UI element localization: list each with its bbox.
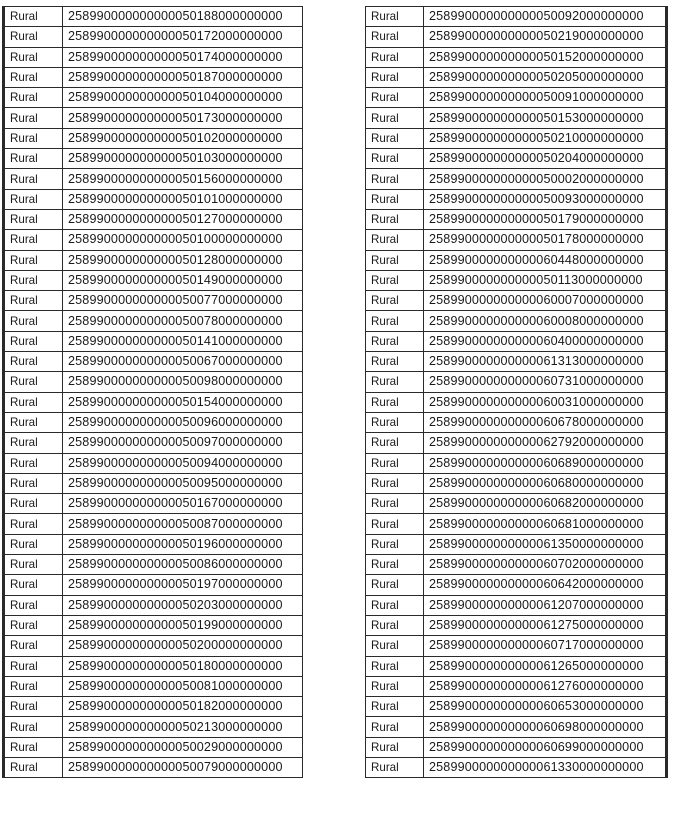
code-number-cell: 258990000000000060448000000000: [424, 250, 667, 270]
code-number-cell: 258990000000000060031000000000: [424, 392, 667, 412]
code-number-cell: 258990000000000061276000000000: [424, 676, 667, 696]
table-row: [4, 615, 303, 635]
code-number-cell: 258990000000000050086000000000: [63, 555, 303, 575]
table-row: [366, 717, 667, 737]
table-row: [366, 412, 667, 432]
table-row: [4, 311, 303, 331]
table-row: [366, 270, 667, 290]
table-row: [4, 7, 303, 27]
table-row: [4, 757, 303, 777]
code-number-cell: 258990000000000050187000000000: [63, 67, 303, 87]
code-number-cell: 258990000000000050100000000000: [63, 230, 303, 250]
table-row: [4, 108, 303, 128]
code-number-cell: 258990000000000050078000000000: [63, 311, 303, 331]
table-row: [4, 88, 303, 108]
table-row: [4, 169, 303, 189]
table-row: [366, 494, 667, 514]
code-number-cell: 258990000000000060698000000000: [424, 717, 667, 737]
table-row: [366, 372, 667, 392]
code-number-cell: 258990000000000050141000000000: [63, 331, 303, 351]
code-number-cell: 258990000000000050102000000000: [63, 128, 303, 148]
table-row: [366, 676, 667, 696]
area-type-cell: Rural: [4, 189, 63, 209]
area-type-cell: Rural: [366, 250, 424, 270]
table-row: [4, 636, 303, 656]
table-row: [4, 575, 303, 595]
area-type-cell: Rural: [366, 311, 424, 331]
table-row: [366, 392, 667, 412]
area-type-cell: Rural: [366, 636, 424, 656]
area-type-cell: Rural: [366, 88, 424, 108]
code-number-cell: 258990000000000050205000000000: [424, 67, 667, 87]
table-row: [366, 47, 667, 67]
table-row: [4, 595, 303, 615]
code-number-cell: 258990000000000060642000000000: [424, 575, 667, 595]
table-row: [366, 534, 667, 554]
code-number-cell: 258990000000000050098000000000: [63, 372, 303, 392]
area-type-cell: Rural: [4, 331, 63, 351]
code-number-cell: 258990000000000050196000000000: [63, 534, 303, 554]
table-row: [366, 250, 667, 270]
code-number-cell: 258990000000000061207000000000: [424, 595, 667, 615]
area-type-cell: Rural: [366, 697, 424, 717]
area-type-cell: Rural: [4, 27, 63, 47]
code-number-cell: 258990000000000050200000000000: [63, 636, 303, 656]
table-row: [366, 291, 667, 311]
table-row: [366, 331, 667, 351]
area-type-cell: Rural: [4, 433, 63, 453]
table-row: [4, 67, 303, 87]
code-number-cell: 258990000000000061313000000000: [424, 352, 667, 372]
code-number-cell: 258990000000000050153000000000: [424, 108, 667, 128]
code-number-cell: 258990000000000050101000000000: [63, 189, 303, 209]
table-row: [4, 149, 303, 169]
area-type-cell: Rural: [4, 352, 63, 372]
code-number-cell: 258990000000000060689000000000: [424, 453, 667, 473]
table-row: [4, 412, 303, 432]
table-row: [366, 67, 667, 87]
table-row: [366, 757, 667, 777]
area-type-cell: Rural: [4, 108, 63, 128]
table-row: [366, 615, 667, 635]
code-number-cell: 258990000000000050173000000000: [63, 108, 303, 128]
table-row: [366, 473, 667, 493]
area-type-cell: Rural: [4, 473, 63, 493]
table-row: [366, 88, 667, 108]
table-row: [4, 717, 303, 737]
table-row: [4, 250, 303, 270]
table-row: [366, 149, 667, 169]
code-number-cell: 258990000000000050104000000000: [63, 88, 303, 108]
code-number-cell: 258990000000000050091000000000: [424, 88, 667, 108]
area-type-cell: Rural: [366, 352, 424, 372]
table-row: [4, 189, 303, 209]
area-type-cell: Rural: [366, 189, 424, 209]
code-number-cell: 258990000000000062792000000000: [424, 433, 667, 453]
table-row: [366, 108, 667, 128]
code-number-cell: 258990000000000060681000000000: [424, 514, 667, 534]
code-number-cell: 258990000000000060717000000000: [424, 636, 667, 656]
area-type-cell: Rural: [366, 757, 424, 777]
code-number-cell: 258990000000000050127000000000: [63, 209, 303, 229]
table-row: [4, 209, 303, 229]
code-number-cell: 258990000000000060731000000000: [424, 372, 667, 392]
area-type-cell: Rural: [366, 392, 424, 412]
area-type-cell: Rural: [366, 412, 424, 432]
area-type-cell: Rural: [366, 291, 424, 311]
area-type-cell: Rural: [366, 676, 424, 696]
code-number-cell: 258990000000000050203000000000: [63, 595, 303, 615]
table-row: [366, 636, 667, 656]
code-number-cell: 258990000000000050182000000000: [63, 697, 303, 717]
table-row: [4, 372, 303, 392]
code-number-cell: 258990000000000050128000000000: [63, 250, 303, 270]
area-type-cell: Rural: [366, 128, 424, 148]
table-row: [4, 392, 303, 412]
area-type-cell: Rural: [366, 737, 424, 757]
area-type-cell: Rural: [4, 47, 63, 67]
area-type-cell: Rural: [4, 453, 63, 473]
area-type-cell: Rural: [366, 433, 424, 453]
code-number-cell: 258990000000000050197000000000: [63, 575, 303, 595]
table-row: [4, 737, 303, 757]
code-number-cell: 258990000000000050077000000000: [63, 291, 303, 311]
table-row: [4, 270, 303, 290]
code-number-cell: 258990000000000050167000000000: [63, 494, 303, 514]
table-row: [4, 676, 303, 696]
left-table-body: [4, 7, 303, 778]
area-type-cell: Rural: [366, 615, 424, 635]
code-number-cell: 258990000000000050113000000000: [424, 270, 667, 290]
code-number-cell: 258990000000000050149000000000: [63, 270, 303, 290]
code-number-cell: 258990000000000050096000000000: [63, 412, 303, 432]
area-type-cell: Rural: [4, 737, 63, 757]
area-type-cell: Rural: [366, 108, 424, 128]
code-number-cell: 258990000000000050213000000000: [63, 717, 303, 737]
table-row: [366, 697, 667, 717]
table-row: [4, 494, 303, 514]
area-type-cell: Rural: [4, 412, 63, 432]
area-type-cell: Rural: [366, 331, 424, 351]
code-number-cell: 258990000000000061275000000000: [424, 615, 667, 635]
area-type-cell: Rural: [4, 697, 63, 717]
code-number-cell: 258990000000000050154000000000: [63, 392, 303, 412]
area-type-cell: Rural: [4, 230, 63, 250]
area-type-cell: Rural: [366, 717, 424, 737]
area-type-cell: Rural: [4, 128, 63, 148]
area-type-cell: Rural: [4, 555, 63, 575]
area-type-cell: Rural: [366, 169, 424, 189]
table-row: [366, 169, 667, 189]
area-type-cell: Rural: [4, 372, 63, 392]
area-type-cell: Rural: [366, 534, 424, 554]
area-type-cell: Rural: [4, 7, 63, 27]
area-type-cell: Rural: [366, 555, 424, 575]
code-number-cell: 258990000000000050219000000000: [424, 27, 667, 47]
table-row: [366, 514, 667, 534]
area-type-cell: Rural: [366, 270, 424, 290]
area-type-cell: Rural: [4, 392, 63, 412]
area-type-cell: Rural: [366, 47, 424, 67]
area-type-cell: Rural: [366, 7, 424, 27]
table-row: [366, 27, 667, 47]
table-row: [366, 433, 667, 453]
area-type-cell: Rural: [366, 656, 424, 676]
area-type-cell: Rural: [4, 149, 63, 169]
area-type-cell: Rural: [4, 575, 63, 595]
code-number-cell: 258990000000000050178000000000: [424, 230, 667, 250]
area-type-cell: Rural: [4, 514, 63, 534]
area-type-cell: Rural: [4, 250, 63, 270]
area-type-cell: Rural: [366, 149, 424, 169]
code-number-cell: 258990000000000050204000000000: [424, 149, 667, 169]
area-type-cell: Rural: [4, 270, 63, 290]
code-number-cell: 258990000000000060678000000000: [424, 412, 667, 432]
code-number-cell: 258990000000000060699000000000: [424, 737, 667, 757]
code-number-cell: 258990000000000050097000000000: [63, 433, 303, 453]
area-type-cell: Rural: [4, 757, 63, 777]
table-row: [366, 352, 667, 372]
right-table-body: [366, 7, 667, 778]
table-row: [366, 209, 667, 229]
code-number-cell: 258990000000000050067000000000: [63, 352, 303, 372]
table-row: [366, 311, 667, 331]
area-type-cell: Rural: [4, 615, 63, 635]
code-number-cell: 258990000000000050156000000000: [63, 169, 303, 189]
code-number-cell: 258990000000000050092000000000: [424, 7, 667, 27]
table-row: [4, 47, 303, 67]
area-type-cell: Rural: [366, 372, 424, 392]
code-number-cell: 258990000000000060007000000000: [424, 291, 667, 311]
code-number-cell: 258990000000000050093000000000: [424, 189, 667, 209]
table-row: [366, 595, 667, 615]
code-number-cell: 258990000000000050029000000000: [63, 737, 303, 757]
area-type-cell: Rural: [4, 209, 63, 229]
code-number-cell: 258990000000000050103000000000: [63, 149, 303, 169]
area-type-cell: Rural: [4, 311, 63, 331]
table-row: [4, 128, 303, 148]
code-number-cell: 258990000000000050087000000000: [63, 514, 303, 534]
code-number-cell: 258990000000000060653000000000: [424, 697, 667, 717]
table-row: [4, 331, 303, 351]
table-row: [4, 697, 303, 717]
area-type-cell: Rural: [366, 27, 424, 47]
area-type-cell: Rural: [4, 67, 63, 87]
table-row: [366, 128, 667, 148]
area-type-cell: Rural: [4, 656, 63, 676]
code-number-cell: 258990000000000061265000000000: [424, 656, 667, 676]
code-number-cell: 258990000000000050002000000000: [424, 169, 667, 189]
table-row: [366, 575, 667, 595]
area-type-cell: Rural: [366, 595, 424, 615]
code-number-cell: 258990000000000060400000000000: [424, 331, 667, 351]
table-row: [4, 534, 303, 554]
area-type-cell: Rural: [366, 67, 424, 87]
table-row: [4, 473, 303, 493]
table-row: [4, 27, 303, 47]
code-number-cell: 258990000000000050179000000000: [424, 209, 667, 229]
area-type-cell: Rural: [4, 717, 63, 737]
left-code-table: [2, 6, 303, 778]
area-type-cell: Rural: [366, 453, 424, 473]
area-type-cell: Rural: [366, 494, 424, 514]
table-row: [366, 189, 667, 209]
right-code-table: [365, 6, 668, 778]
table-row: [4, 230, 303, 250]
code-number-cell: 258990000000000060702000000000: [424, 555, 667, 575]
code-number-cell: 258990000000000050188000000000: [63, 7, 303, 27]
code-number-cell: 258990000000000060682000000000: [424, 494, 667, 514]
table-row: [366, 453, 667, 473]
table-row: [366, 7, 667, 27]
table-row: [366, 737, 667, 757]
area-type-cell: Rural: [366, 514, 424, 534]
code-number-cell: 258990000000000061330000000000: [424, 757, 667, 777]
code-number-cell: 258990000000000050180000000000: [63, 656, 303, 676]
table-row: [366, 656, 667, 676]
table-row: [4, 453, 303, 473]
table-row: [4, 433, 303, 453]
table-row: [4, 555, 303, 575]
area-type-cell: Rural: [4, 291, 63, 311]
table-row: [4, 352, 303, 372]
code-number-cell: 258990000000000050152000000000: [424, 47, 667, 67]
code-number-cell: 258990000000000050094000000000: [63, 453, 303, 473]
area-type-cell: Rural: [366, 575, 424, 595]
area-type-cell: Rural: [366, 230, 424, 250]
code-number-cell: 258990000000000050095000000000: [63, 473, 303, 493]
code-number-cell: 258990000000000050174000000000: [63, 47, 303, 67]
area-type-cell: Rural: [4, 169, 63, 189]
area-type-cell: Rural: [4, 88, 63, 108]
code-number-cell: 258990000000000050172000000000: [63, 27, 303, 47]
area-type-cell: Rural: [4, 636, 63, 656]
code-number-cell: 258990000000000050079000000000: [63, 757, 303, 777]
code-number-cell: 258990000000000050199000000000: [63, 615, 303, 635]
code-number-cell: 258990000000000050081000000000: [63, 676, 303, 696]
table-row: [4, 291, 303, 311]
table-row: [4, 514, 303, 534]
area-type-cell: Rural: [4, 534, 63, 554]
code-number-cell: 258990000000000060008000000000: [424, 311, 667, 331]
table-row: [366, 555, 667, 575]
area-type-cell: Rural: [366, 473, 424, 493]
area-type-cell: Rural: [366, 209, 424, 229]
area-type-cell: Rural: [4, 494, 63, 514]
code-number-cell: 258990000000000050210000000000: [424, 128, 667, 148]
area-type-cell: Rural: [4, 676, 63, 696]
code-number-cell: 258990000000000061350000000000: [424, 534, 667, 554]
area-type-cell: Rural: [4, 595, 63, 615]
code-number-cell: 258990000000000060680000000000: [424, 473, 667, 493]
table-row: [4, 656, 303, 676]
table-row: [366, 230, 667, 250]
